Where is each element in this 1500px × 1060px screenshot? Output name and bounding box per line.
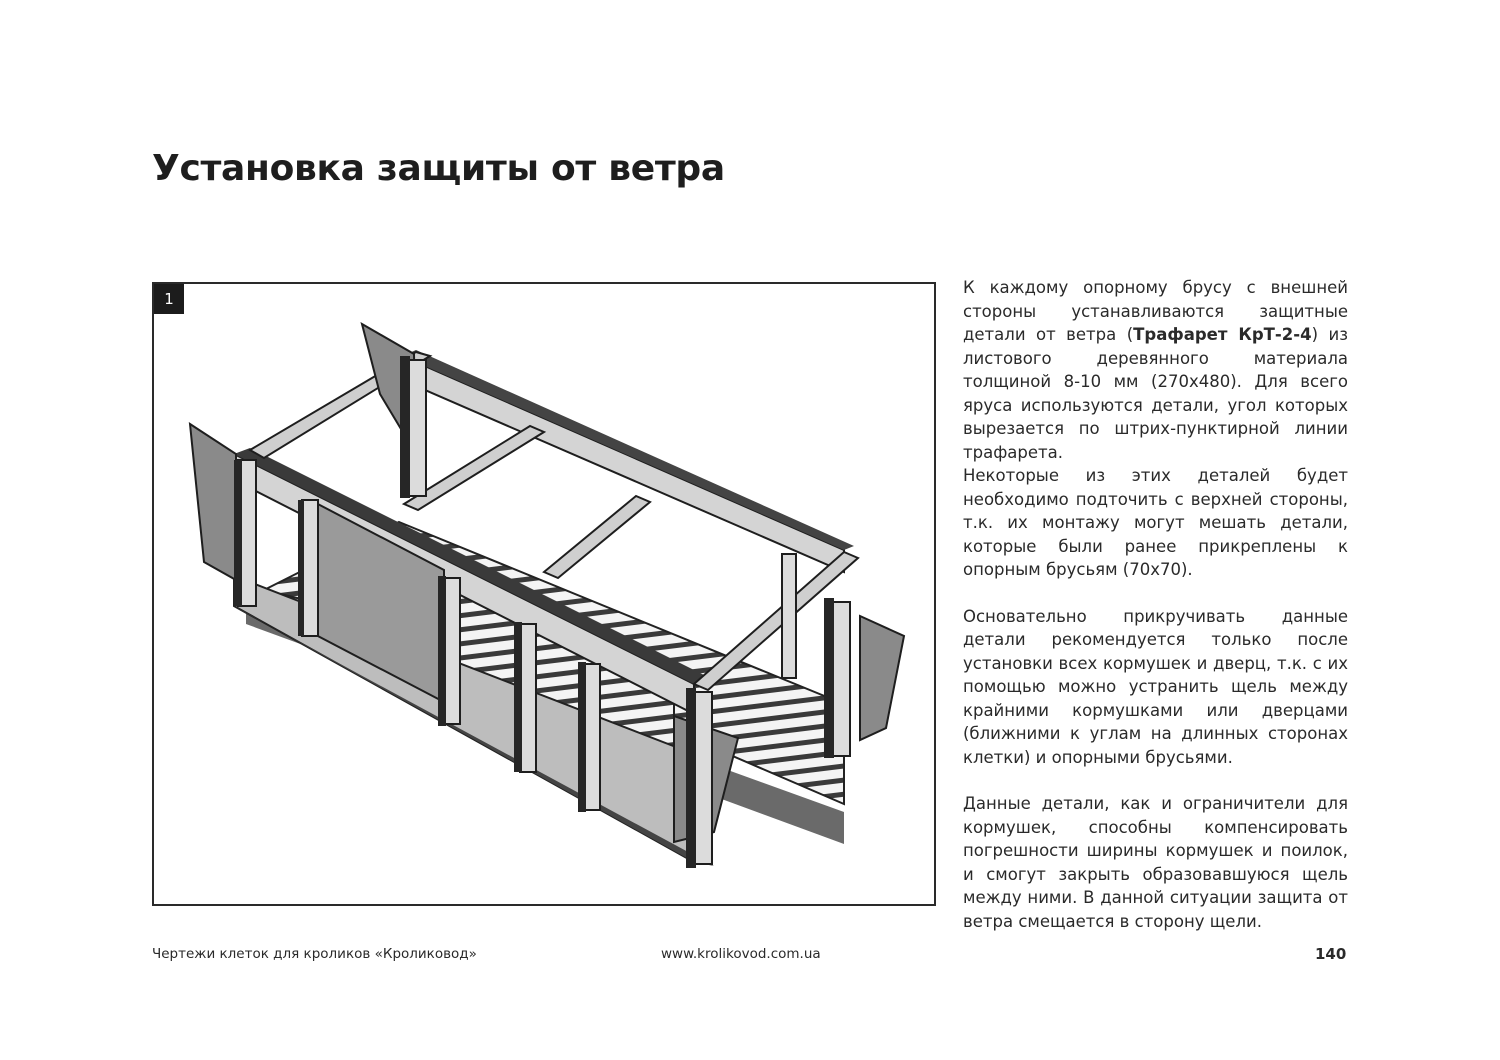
paragraph-3: Основательно прикручивать данные детали рекомендуется только после установки всех кормушек и дверц, т.к. с их помощью можно устранить щель между крайними кормушками или дверцами (ближними к углам на длинных сторонах клетки) и опорными брусьями. [963, 606, 1348, 767]
page-title: Установка защиты от ветра [152, 148, 725, 189]
body-text [963, 276, 1348, 933]
stencil-reference: Трафарет КрТ-2-4 [1133, 325, 1312, 344]
figure-frame [152, 282, 936, 906]
figure-number: 1 [154, 284, 184, 314]
paragraph-1: К каждому опорному брусу с внешней стороны устанавливаются защитные детали от ветра (Трафарет КрТ-2-4) из листового деревянного материала толщиной 8-10 мм (270х480). Для всего яруса используются детали, угол которых вырезается по штрих-пунктирной линии трафарета. [963, 278, 1348, 462]
wind-guard-left [190, 424, 236, 580]
paragraph-2: Некоторые из этих деталей будет необходимо подточить с верхней стороны, т.к. их монтажу могут мешать детали, которые были ранее прикреплены к опорным брусьям (70х70). [963, 466, 1348, 579]
cage-frame-drawing [154, 284, 938, 908]
paragraph-4: Данные детали, как и ограничители для кормушек, способны компенсировать погрешности ширины кормушек и поилок, и смогут закрыть образовавшуюся щель между ними. В данной ситуации защита от ветра смещается в сторону щели. [963, 794, 1348, 931]
wind-guard-right [860, 616, 904, 740]
footer-website: www.krolikovod.com.ua [661, 946, 821, 962]
page-number: 140 [1315, 945, 1347, 963]
footer-book-title: Чертежи клеток для кроликов «Кроликовод» [152, 946, 477, 962]
cross-rail-3 [544, 496, 650, 578]
